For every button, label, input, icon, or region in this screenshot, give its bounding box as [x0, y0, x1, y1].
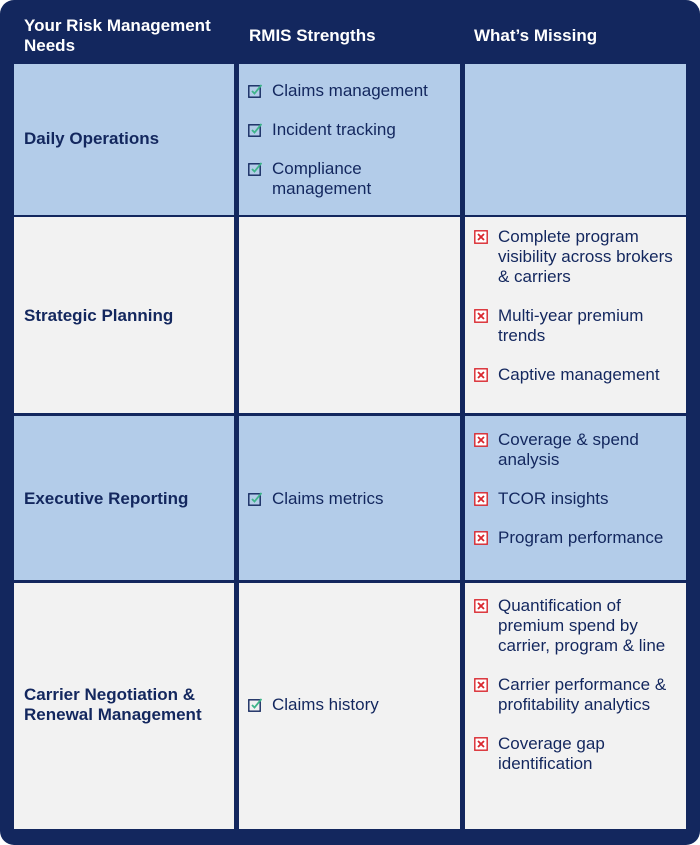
row-4-need: Carrier Negotiation & Renewal Management	[24, 685, 202, 724]
x-box-icon	[474, 433, 488, 447]
x-box-icon	[474, 599, 488, 613]
row-1-strengths-list	[248, 81, 453, 199]
strength-item	[248, 695, 453, 715]
x-box-icon	[474, 531, 488, 545]
missing-label: Captive management	[498, 365, 660, 384]
row-2-missing-cell	[465, 217, 686, 413]
row-2-strengths-cell	[239, 217, 460, 413]
row-2-need: Strategic Planning	[24, 306, 174, 325]
x-box-icon	[474, 737, 488, 751]
missing-item	[474, 306, 679, 346]
row-4-missing-cell	[465, 583, 686, 829]
missing-item	[474, 596, 679, 656]
row-3-strengths-list	[248, 489, 453, 509]
header-missing: What’s Missing	[474, 26, 598, 45]
row-4-strengths-cell	[239, 583, 460, 829]
strength-label: Compliance management	[272, 159, 372, 198]
missing-label: TCOR insights	[498, 489, 609, 508]
x-box-icon	[474, 309, 488, 323]
missing-item	[474, 365, 679, 385]
row-1-missing-cell	[465, 64, 686, 215]
missing-item	[474, 528, 679, 548]
check-box-icon	[248, 492, 262, 506]
row-2-missing-list	[474, 227, 679, 385]
missing-item	[474, 734, 679, 774]
missing-label: Multi-year premium trends	[498, 306, 644, 345]
strength-item	[248, 120, 453, 140]
x-box-icon	[474, 492, 488, 506]
row-1-strengths-cell	[239, 64, 460, 215]
strength-item	[248, 489, 453, 509]
row-1-need: Daily Operations	[24, 129, 160, 148]
check-box-icon	[248, 84, 262, 98]
missing-item	[474, 430, 679, 470]
missing-label: Coverage & spend analysis	[498, 430, 639, 469]
table-header	[0, 0, 700, 64]
row-4-strengths-list	[248, 695, 453, 715]
row-3-missing-list	[474, 430, 679, 548]
missing-label: Quantification of premium spend by carrier, program & line	[498, 596, 666, 655]
missing-label: Program performance	[498, 528, 664, 547]
missing-label: Coverage gap identification	[498, 734, 605, 773]
check-box-icon	[248, 123, 262, 137]
strength-item	[248, 159, 453, 199]
row-3-missing-cell	[465, 416, 686, 580]
row-2-need-cell	[14, 217, 234, 413]
missing-item	[474, 489, 679, 509]
row-3-need: Executive Reporting	[24, 489, 189, 508]
row-3-strengths-cell	[239, 416, 460, 580]
missing-label: Complete program visibility across brokers & carriers	[498, 227, 673, 286]
row-1-need-cell	[14, 64, 234, 215]
strength-item	[248, 81, 453, 101]
row-3-need-cell	[14, 416, 234, 580]
strength-label: Claims metrics	[272, 489, 384, 508]
x-box-icon	[474, 368, 488, 382]
header-needs: Your Risk Management Needs	[24, 16, 211, 55]
check-box-icon	[248, 162, 262, 176]
missing-item	[474, 675, 679, 715]
check-box-icon	[248, 698, 262, 712]
strength-label: Claims management	[272, 81, 428, 100]
header-strengths: RMIS Strengths	[249, 26, 376, 45]
strength-label: Claims history	[272, 695, 379, 714]
x-box-icon	[474, 678, 488, 692]
strength-label: Incident tracking	[272, 120, 396, 139]
x-box-icon	[474, 230, 488, 244]
row-4-need-cell	[14, 583, 234, 829]
row-4-missing-list	[474, 596, 679, 774]
missing-label: Carrier performance & profitability analytics	[498, 675, 667, 714]
missing-item	[474, 227, 679, 287]
